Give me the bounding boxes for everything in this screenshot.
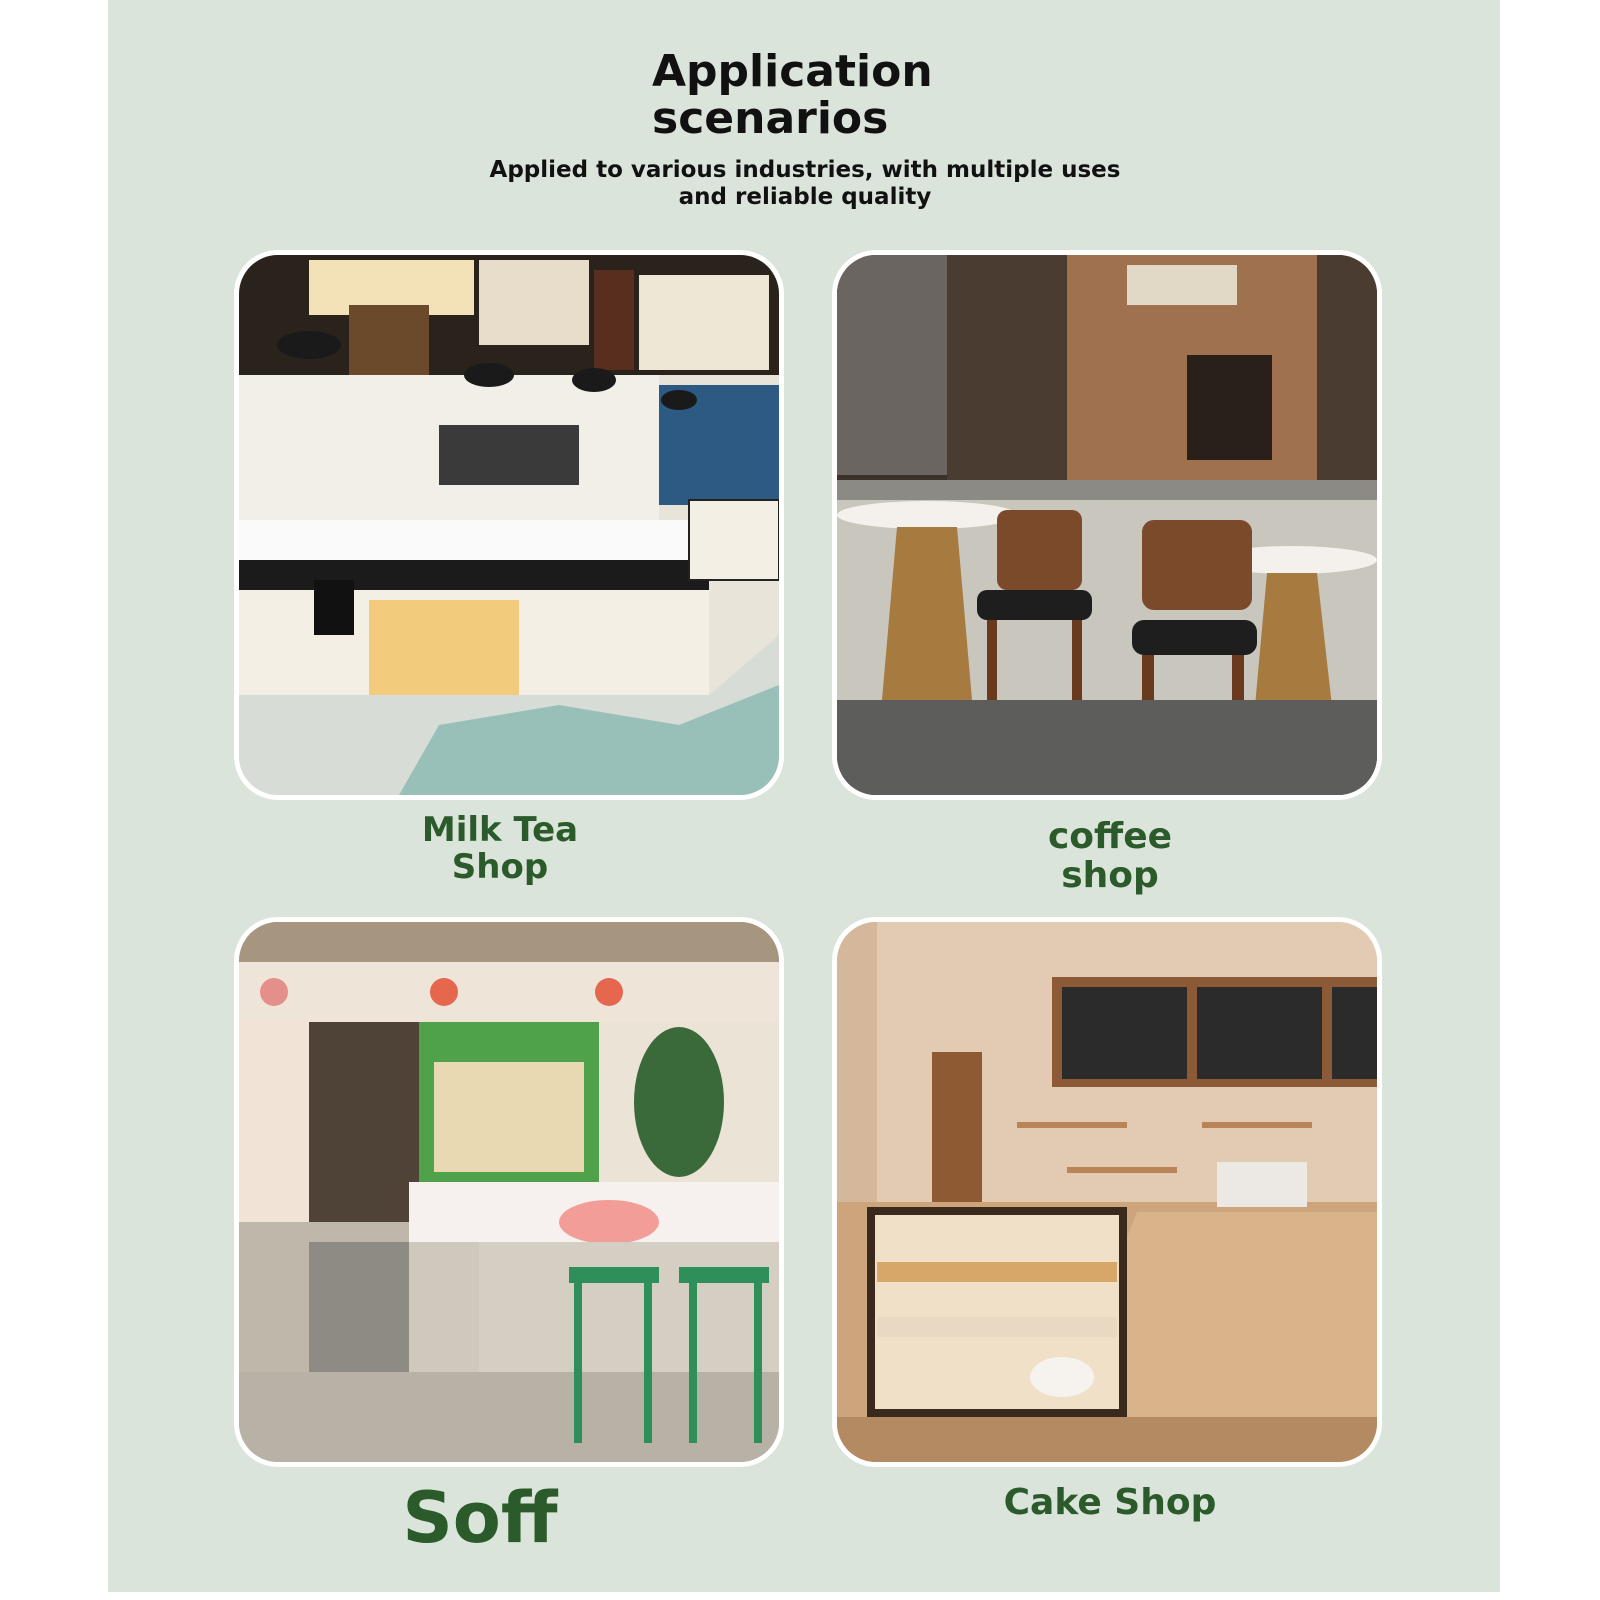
scenario-label-cake-shop — [970, 1482, 1250, 1524]
scenario-label-milk-tea-shop — [380, 812, 620, 886]
label-line-2: shop — [1061, 855, 1159, 896]
fruit-shop-photo — [234, 917, 784, 1467]
label-line-1: Cake Shop — [1003, 1482, 1217, 1523]
title-line-1: Application — [652, 46, 933, 97]
label-line-1: coffee — [1047, 816, 1173, 857]
cake-shop-photo — [832, 917, 1382, 1467]
coffee-shop-photo — [832, 250, 1382, 800]
page-subtitle — [440, 157, 1170, 211]
subtitle-line-2: and reliable quality — [678, 184, 932, 210]
milk-tea-shop-photo — [234, 250, 784, 800]
scenario-label-coffee-shop — [990, 817, 1230, 895]
label-line-1: Milk Tea — [421, 810, 579, 850]
label-line-2: Shop — [451, 847, 549, 887]
subtitle-line-1: Applied to various industries, with multiple uses — [489, 157, 1121, 183]
page-title — [652, 48, 1072, 142]
scenario-label-fruit-shop — [380, 1478, 580, 1558]
label-line-1: Soff — [402, 1477, 558, 1559]
title-line-2: scenarios — [652, 93, 889, 144]
